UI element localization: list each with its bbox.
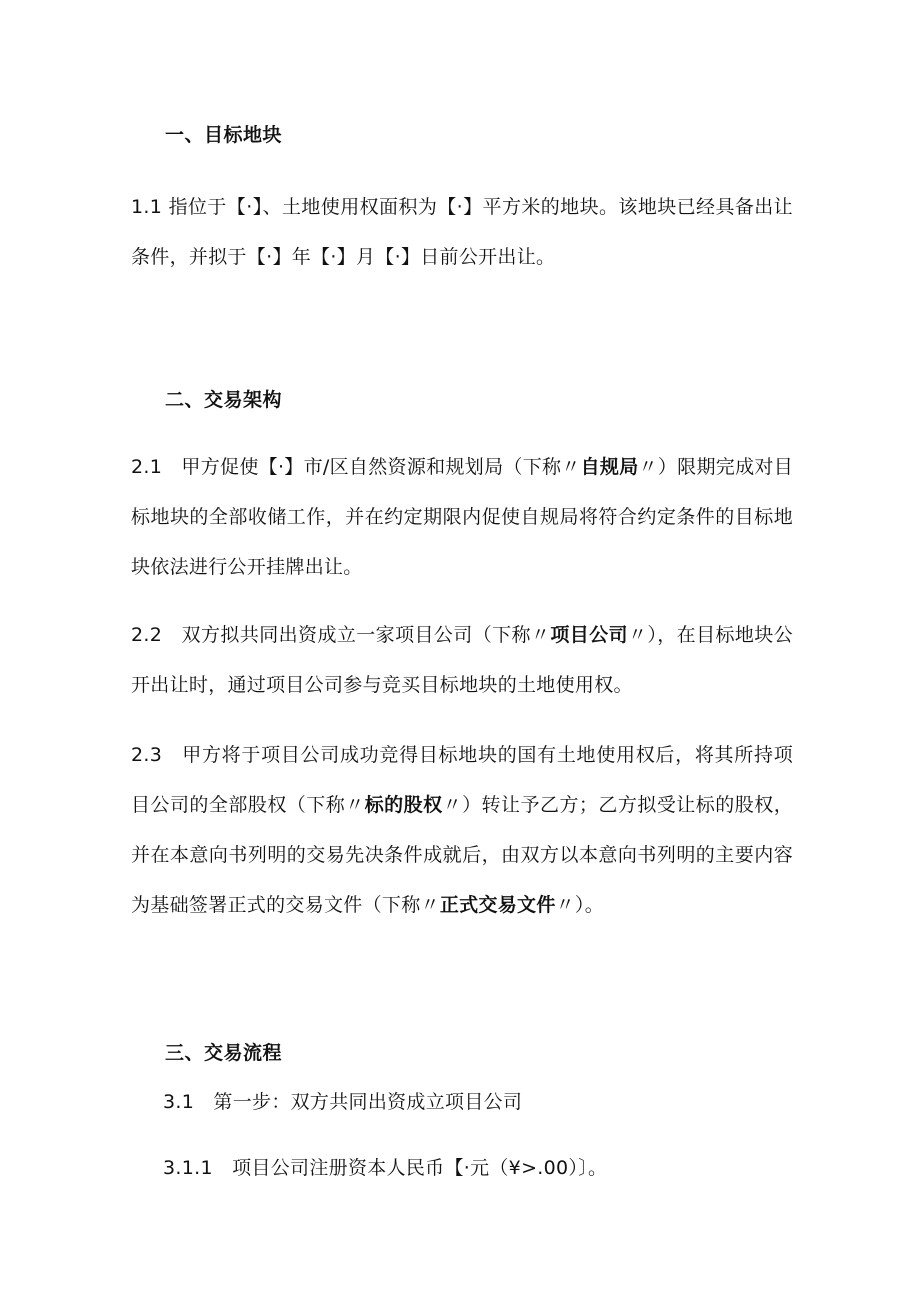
section-heading-2: 二、交易架构 — [165, 389, 283, 411]
defined-term-formal-documents: 正式交易文件 — [439, 894, 556, 916]
paragraph-3-1-1: 3.1.1 项目公司注册资本人民币【·元（¥>.00）〕。 — [163, 1157, 608, 1179]
defined-term-target-equity: 标的股权 — [364, 794, 443, 816]
paragraph-2-2-text-b: 〃），在目标地块公开出让时，通过项目公司参与竞买目标地块的土地使用权。 — [131, 624, 793, 696]
section-heading-1: 一、目标地块 — [165, 124, 283, 146]
paragraph-1-1: 1.1 指位于【·】、土地使用权面积为【·】平方米的地块。该地块已经具备出让条件，并拟于【·】年【·】月【·】日前公开出让。 — [131, 196, 793, 268]
paragraph-2-1-text-a: 2.1 甲方促使【·】市/区自然资源和规划局（下称〃 — [131, 456, 581, 478]
paragraph-2-3-text-b: 〃）转让予乙方；乙方拟受让标的股权，并在本意向书列明的交易先决条件成就后，由双方以本意向书列明的主要内容为基础签署正式的交易文件（下称〃 — [131, 794, 793, 916]
defined-term-zigui: 自规局 — [580, 456, 639, 478]
paragraph-2-2-text-a: 2.2 双方拟共同出资成立一家项目公司（下称〃 — [131, 624, 551, 646]
paragraph-2-1 — [131, 442, 793, 592]
paragraph-3-1: 3.1 第一步：双方共同出资成立项目公司 — [163, 1091, 523, 1113]
paragraph-2-3 — [131, 730, 793, 930]
paragraph-2-3-text-a: 2.3 甲方将于项目公司成功竞得目标地块的国有土地使用权后，将其所持项目公司的全部股权（下称〃 — [131, 744, 793, 816]
paragraph-2-3-text-c: 〃）。 — [555, 894, 605, 916]
defined-term-project-company: 项目公司 — [550, 624, 628, 646]
paragraph-2-1-text-b: 〃）限期完成对目标地块的全部收储工作，并在约定期限内促使自规局将符合约定条件的目标地块依法进行公开挂牌出让。 — [131, 456, 793, 578]
section-heading-3: 三、交易流程 — [165, 1042, 283, 1064]
paragraph-2-2 — [131, 610, 793, 710]
